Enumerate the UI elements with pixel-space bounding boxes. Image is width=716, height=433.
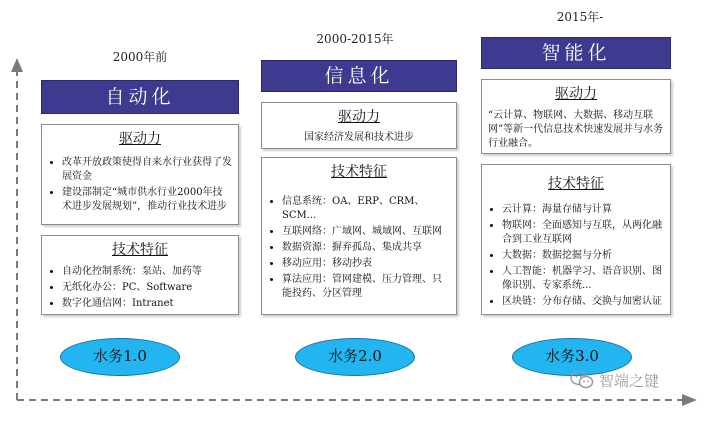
tech-list-1: [42, 265, 238, 311]
list-item: • 数字化通信网：Intranet: [62, 297, 232, 311]
list-item: • 物联网：全面感知与互联，从两化融合到工业互联网: [502, 219, 664, 247]
list-item: • 数据资源：摒弃孤岛、集成共享: [282, 241, 450, 255]
driver-text-3: “云计算、物联网、大数据、移动互联网”等新一代信息技术快速发展并与水务行业融合。: [488, 110, 664, 149]
driver-box-2: [261, 102, 457, 149]
list-item: • 移动应用：移动抄表: [282, 257, 450, 271]
list-item: • 区块链：分布存储、交换与加密认证: [502, 295, 664, 309]
driver-title-3: 驱动力: [555, 86, 597, 102]
driver-title-2: 驱动力: [338, 109, 380, 125]
list-item: • 人工智能：机器学习、语音识别、图像识别、专家系统...: [502, 265, 664, 293]
tech-title-3: 技术特征: [548, 176, 604, 192]
list-item: • 算法应用：管网建模、压力管理、只能投药、分区管理: [282, 273, 450, 301]
era-label-2: 2000-2015年: [316, 32, 394, 46]
tech-box-1: [41, 235, 239, 315]
driver-box-3: [481, 79, 671, 154]
stage-header-intelligent: 智能化: [481, 37, 671, 69]
driver-list-1: [42, 156, 238, 214]
list-item: • 互联网络：广域网、城域网、互联网: [282, 225, 450, 239]
stage-header-informatization: 信息化: [261, 60, 457, 92]
tech-box-3: [481, 164, 671, 315]
list-item: • 云计算：海量存储与计算: [502, 203, 664, 217]
list-item: • 大数据：数据挖掘与分析: [502, 249, 664, 263]
list-item: • 建设部制定“城市供水行业2000年技术进步发展规划”，推动行业技术进步: [62, 186, 232, 214]
watermark: [570, 368, 659, 392]
list-item: • 改革开放政策使得自来水行业获得了发展资金: [62, 156, 232, 184]
badge-water-2: 水务2.0: [295, 338, 415, 376]
list-item: • 无纸化办公：PC、Software: [62, 281, 232, 295]
tech-list-3: [482, 203, 670, 309]
stage-header-automation: 自动化: [41, 80, 239, 114]
tech-list-2: [262, 195, 456, 301]
tech-title-1: 技术特征: [112, 242, 168, 258]
tech-box-2: [261, 157, 457, 315]
x-axis-arrow: [682, 394, 697, 406]
era-label-3: 2015年-: [556, 10, 604, 24]
driver-box-1: [41, 124, 239, 225]
y-axis-arrow: [11, 58, 23, 72]
driver-text-2: 国家经济发展和技术进步: [304, 132, 414, 143]
driver-title-1: 驱动力: [119, 131, 161, 147]
list-item: • 信息系统：OA、ERP、CRM、SCM...: [282, 195, 450, 223]
watermark-text: 智端之键: [599, 371, 660, 390]
tech-title-2: 技术特征: [331, 164, 387, 180]
wechat-icon: [570, 370, 594, 390]
badge-water-1: 水务1.0: [60, 338, 180, 376]
list-item: • 自动化控制系统：泵站、加药等: [62, 265, 232, 279]
era-label-1: 2000年前: [112, 50, 168, 64]
badge-water-3: 水务3.0: [512, 338, 632, 376]
